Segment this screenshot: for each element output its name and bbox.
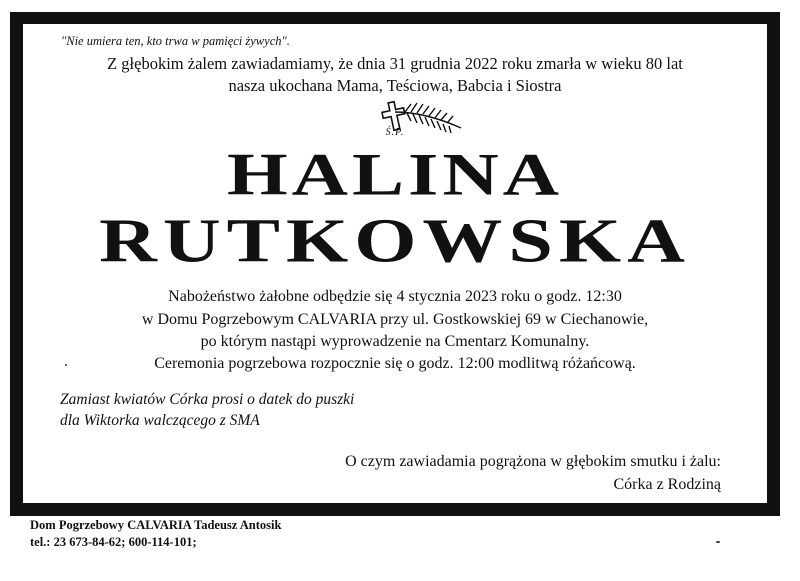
emblem-caption: Ś.P. <box>385 127 405 138</box>
service-line-3: po którym nastąpi wyprowadzenie na Cmentarz Komunalny. <box>200 333 590 350</box>
announcement-line-2: nasza ukochana Mama, Teściowa, Babcia i Siostra <box>228 76 562 95</box>
closing-line: O czym zawiadamia pogrążona w głębokim smutku i żalu: <box>345 453 721 470</box>
announcement-line-1: Z głębokim żalem zawiadamiamy, że dnia 31 grudnia 2022 roku zmarła w wieku 80 lat <box>107 54 683 73</box>
service-line-1: Nabożeństwo żałobne odbędzie się 4 stycznia 2023 roku o godz. 12:30 <box>168 288 622 305</box>
funeral-home-name: Dom Pogrzebowy CALVARIA Tadeusz Antosik <box>30 518 282 532</box>
obituary-panel <box>22 23 768 504</box>
deceased-last-name: RUTKOWSKA <box>99 206 691 276</box>
service-line-4: Ceremonia pogrzebowa rozpocznie się o godz. 12:00 modlitwą różańcową. <box>154 355 636 372</box>
print-speck <box>65 364 67 366</box>
service-line-2: w Domu Pogrzebowym CALVARIA przy ul. Gostkowskiej 69 w Ciechanowie, <box>141 311 649 328</box>
funeral-home-phones: tel.: 23 673-84-62; 600-114-101; <box>30 535 197 549</box>
signature-family: Córka z Rodziną <box>613 476 721 493</box>
deceased-first-name: HALINA <box>226 140 564 208</box>
print-speck <box>716 541 720 543</box>
donation-request-line-2: dla Wiktorka walczącego z SMA <box>60 412 260 429</box>
donation-request-line-1: Zamiast kwiatów Córka prosi o datek do puszki <box>60 391 355 408</box>
motto-quote: "Nie umiera ten, kto trwa w pamięci żywych". <box>61 34 290 48</box>
